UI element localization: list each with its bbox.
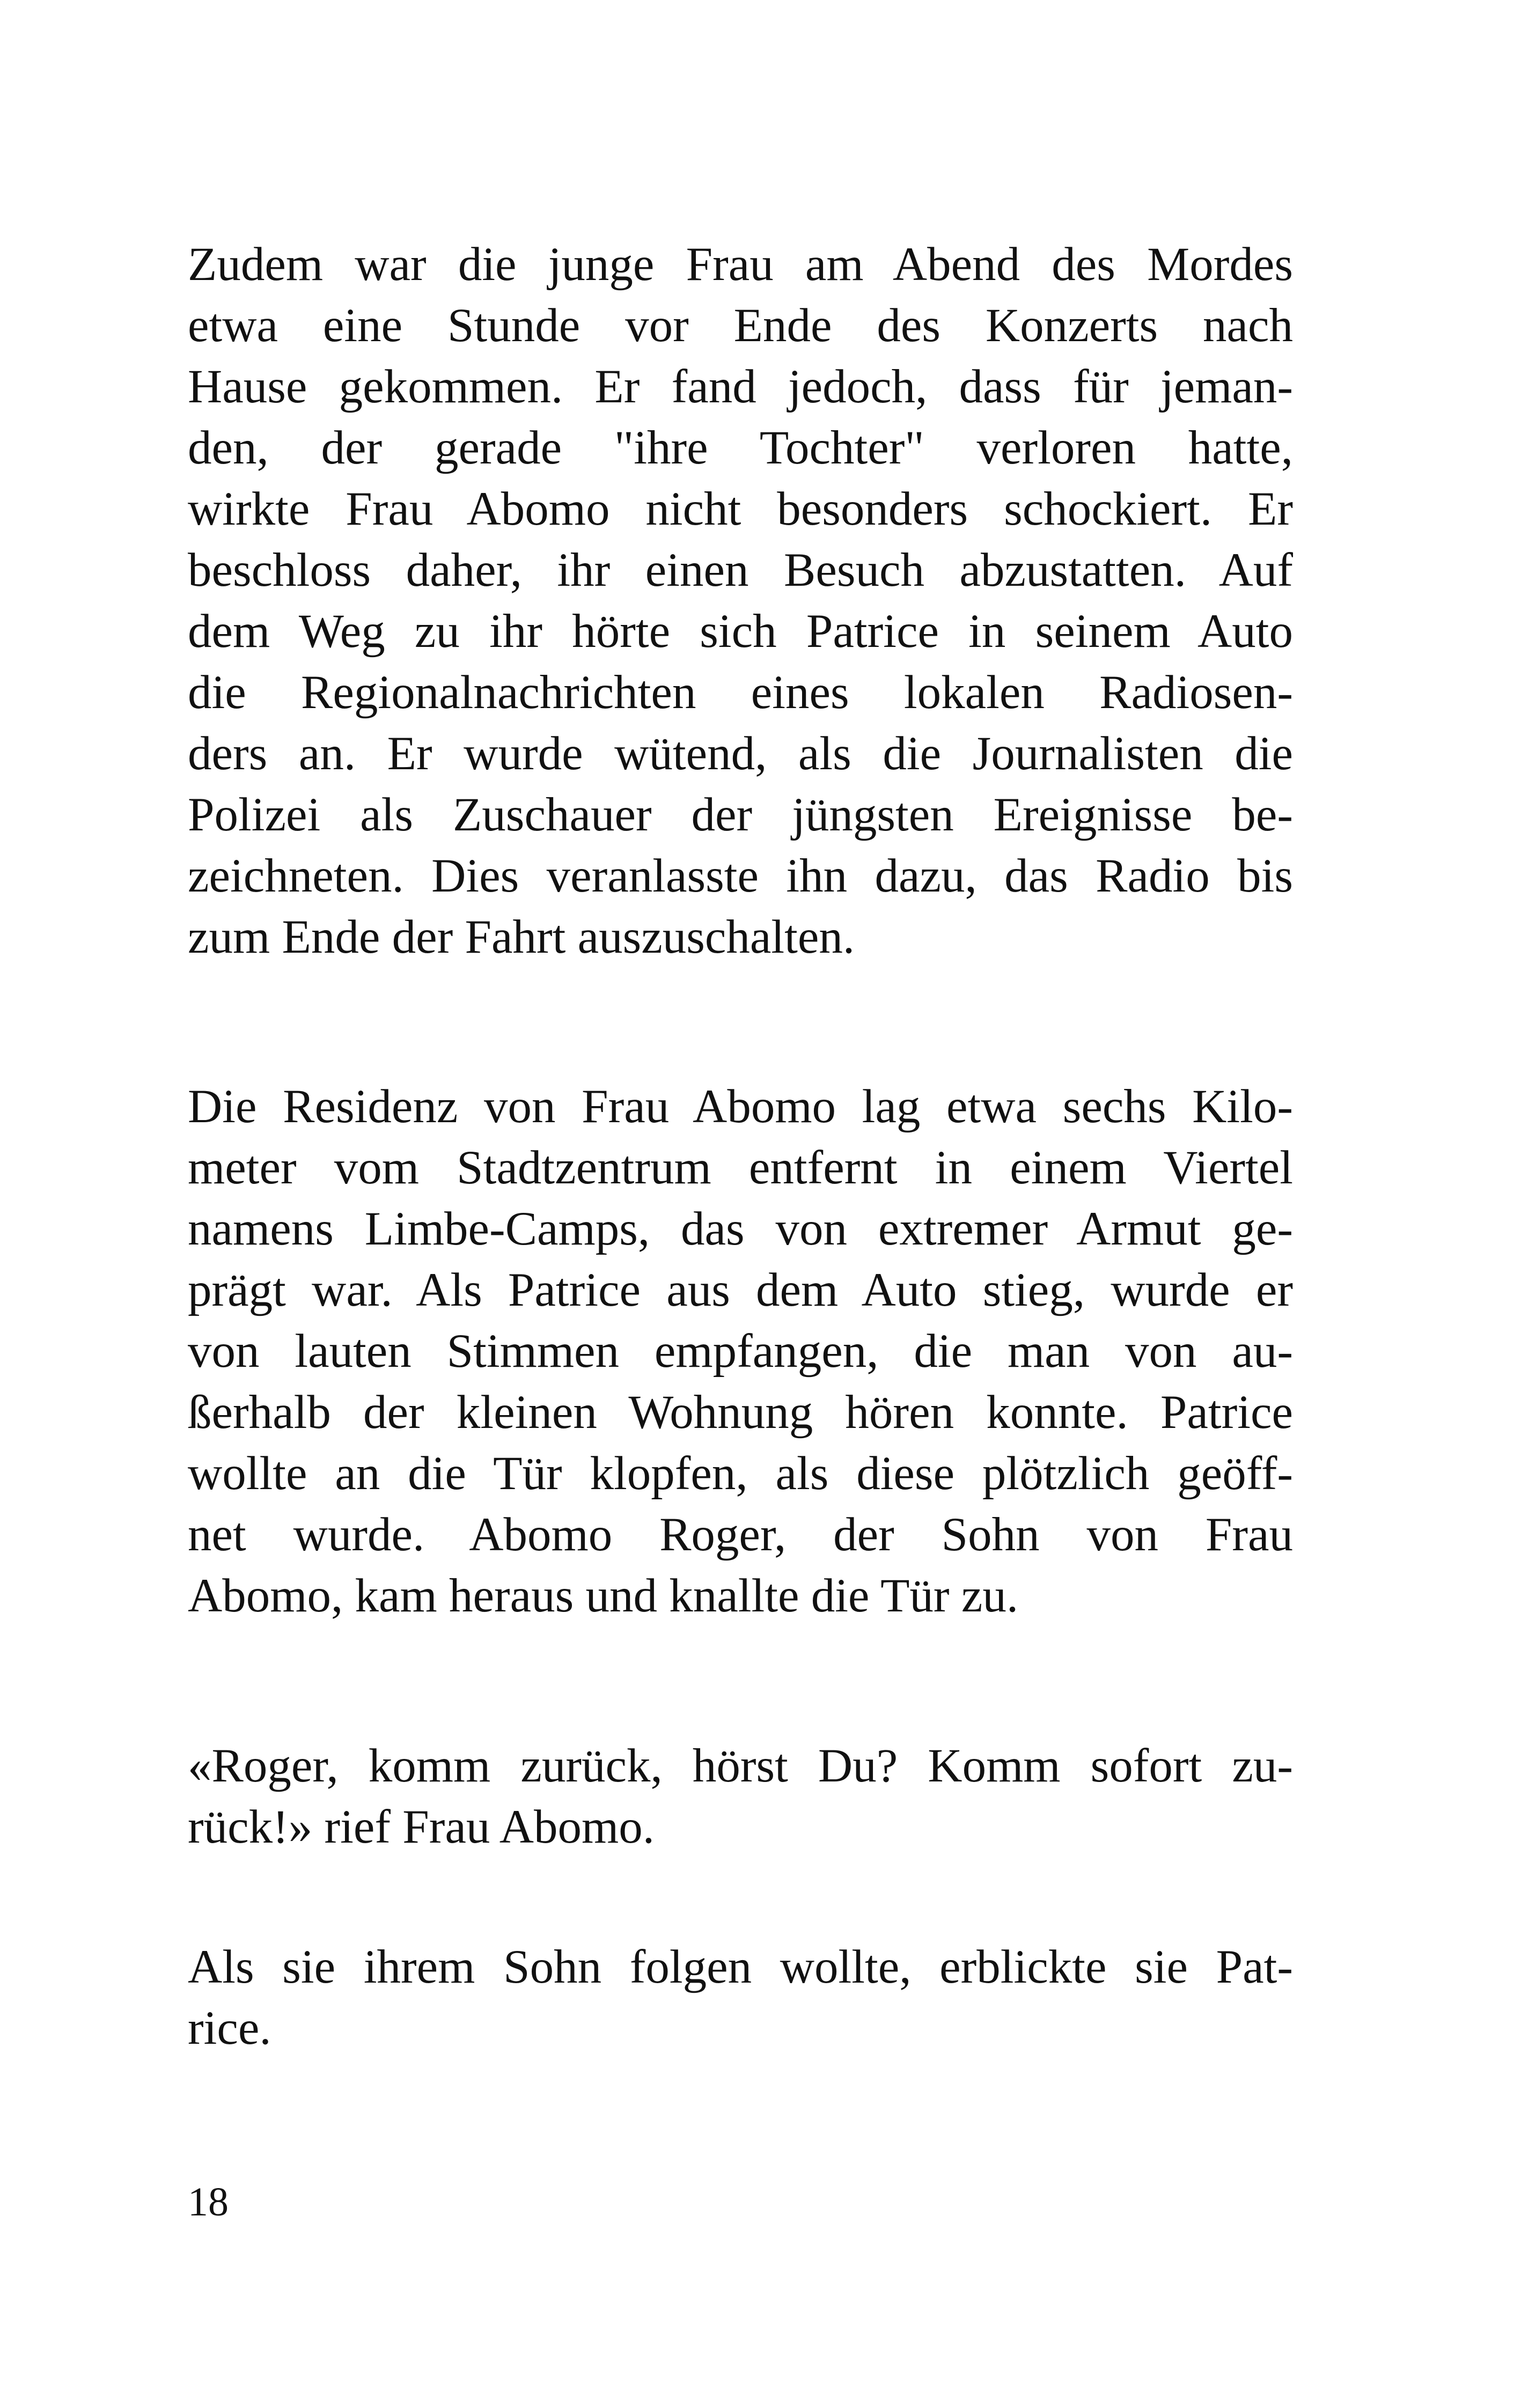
text-line: etwa eine Stunde vor Ende des Konzerts nach bbox=[188, 299, 1293, 352]
text-line: beschloss daher, ihr einen Besuch abzustatten. Auf bbox=[188, 544, 1293, 597]
text-line: «Roger, komm zurück, hörst Du? Komm sofort zu- bbox=[188, 1740, 1293, 1792]
paragraph-1 bbox=[188, 234, 1293, 968]
paragraph-3 bbox=[188, 1735, 1293, 1858]
text-line: ders an. Er wurde wütend, als die Journalisten die bbox=[188, 727, 1293, 780]
text-line: Hause gekommen. Er fand jedoch, dass für jeman- bbox=[188, 360, 1293, 413]
text-line: ßerhalb der kleinen Wohnung hören konnte. Patrice bbox=[188, 1386, 1293, 1439]
text-line: dem Weg zu ihr hörte sich Patrice in seinem Auto bbox=[188, 605, 1293, 658]
text-line: von lauten Stimmen empfangen, die man von au- bbox=[188, 1325, 1293, 1378]
text-line: prägt war. Als Patrice aus dem Auto stieg, wurde er bbox=[188, 1264, 1293, 1316]
text-line: Abomo, kam heraus und knallte die Tür zu. bbox=[188, 1570, 1019, 1622]
text-line: namens Limbe-Camps, das von extremer Armut ge- bbox=[188, 1203, 1293, 1255]
text-line: Zudem war die junge Frau am Abend des Mordes bbox=[188, 238, 1293, 291]
page-number: 18 bbox=[188, 2179, 229, 2225]
text-line: den, der gerade "ihre Tochter" verloren hatte, bbox=[188, 422, 1293, 474]
text-line: wirkte Frau Abomo nicht besonders schockiert. Er bbox=[188, 483, 1293, 535]
text-line: zum Ende der Fahrt auszuschalten. bbox=[188, 911, 855, 963]
text-line: rice. bbox=[188, 2002, 271, 2054]
text-line: Die Residenz von Frau Abomo lag etwa sechs Kilo- bbox=[188, 1080, 1293, 1133]
text-line: meter vom Stadtzentrum entfernt in einem Viertel bbox=[188, 1142, 1293, 1194]
text-line: net wurde. Abomo Roger, der Sohn von Frau bbox=[188, 1508, 1293, 1561]
paragraph-2 bbox=[188, 1076, 1293, 1626]
text-line: zeichneten. Dies veranlasste ihn dazu, das Radio bis bbox=[188, 850, 1293, 902]
paragraph-4 bbox=[188, 1936, 1293, 2059]
text-line: wollte an die Tür klopfen, als diese plötzlich geöff- bbox=[188, 1447, 1293, 1500]
text-line: Polizei als Zuschauer der jüngsten Ereignisse be- bbox=[188, 789, 1293, 841]
text-line: Als sie ihrem Sohn folgen wollte, erblickte sie Pat- bbox=[188, 1941, 1293, 1993]
text-line: die Regionalnachrichten eines lokalen Radiosen- bbox=[188, 666, 1293, 719]
text-line: rück!» rief Frau Abomo. bbox=[188, 1801, 655, 1853]
